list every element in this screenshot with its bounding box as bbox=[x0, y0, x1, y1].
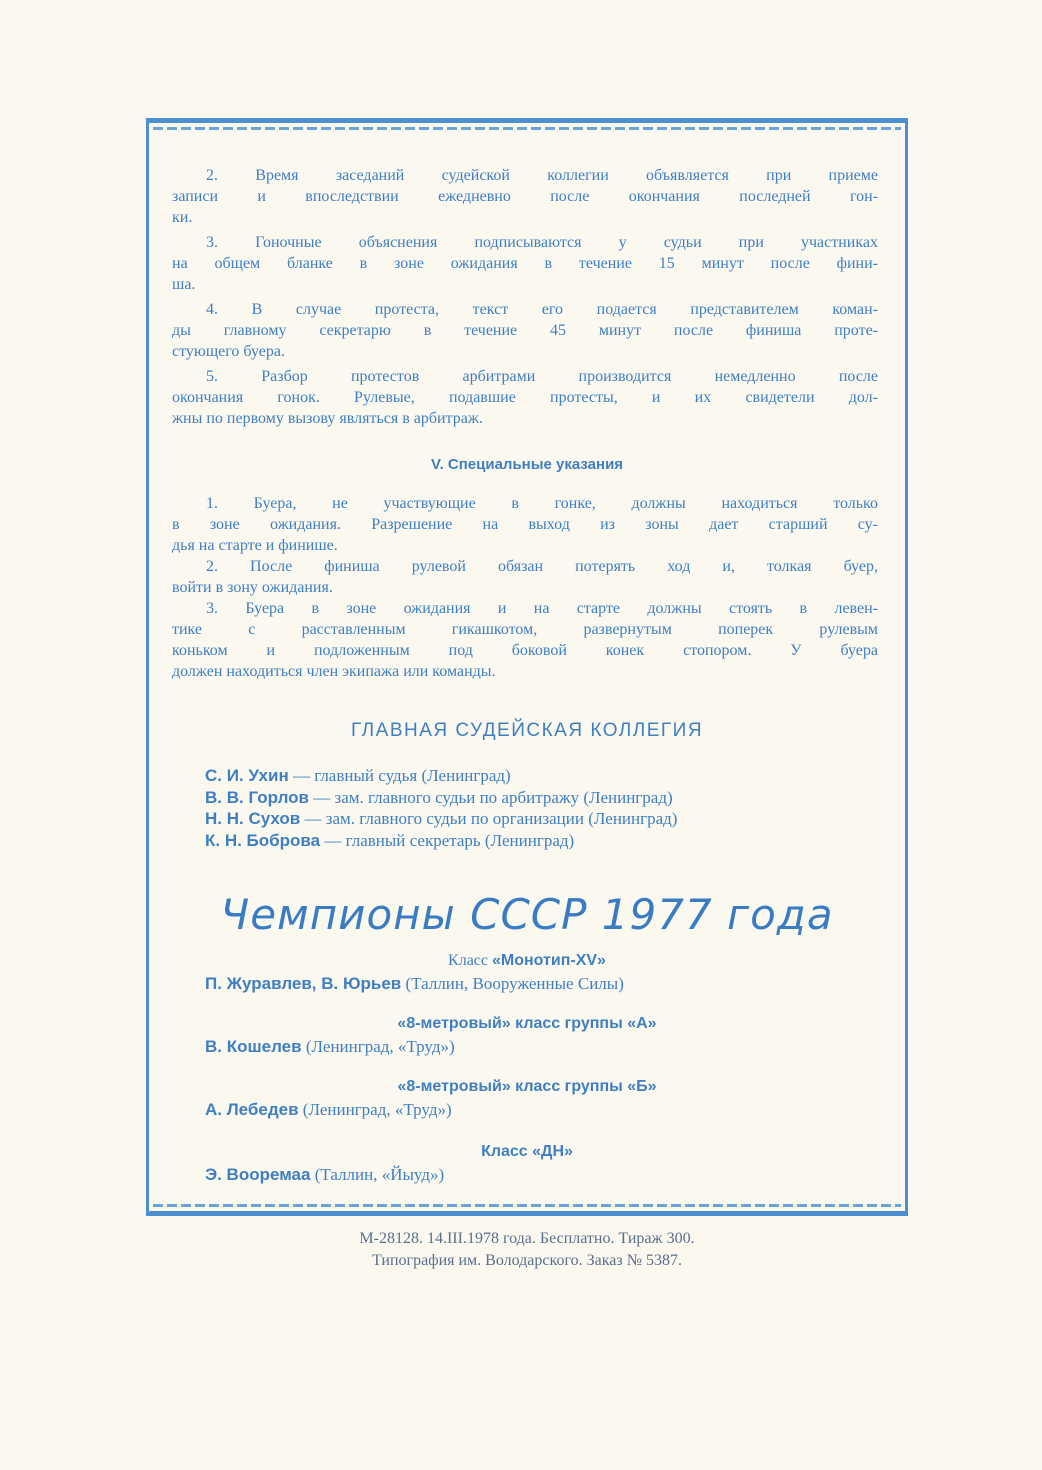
paragraph bbox=[172, 366, 878, 429]
paragraph bbox=[172, 299, 878, 362]
member-role: — зам. главного судьи по организации (Ленинград) bbox=[300, 809, 678, 828]
champions-title: Чемпионы СССР 1977 года bbox=[220, 890, 834, 939]
jury-list bbox=[205, 765, 677, 851]
imprint-line-2: Типография им. Володарского. Заказ № 5387. bbox=[372, 1252, 682, 1269]
section-v-text bbox=[172, 493, 878, 682]
text-line: дья на старте и финише. bbox=[172, 537, 338, 554]
class-name bbox=[146, 952, 908, 970]
text-line: на общем бланке в зоне ожидания в течение 15 минут после фини- bbox=[172, 255, 878, 272]
class-label: Класс «ДН» bbox=[481, 1143, 573, 1160]
text-line: 2. После финиша рулевой обязан потерять ход и, толкая буер, bbox=[206, 558, 878, 575]
jury-member bbox=[205, 787, 677, 809]
text-line: в зоне ожидания. Разрешение на выход из зоны дает старший су- bbox=[172, 516, 878, 533]
member-name: С. И. Ухин bbox=[205, 766, 289, 785]
winner-names: А. Лебедев bbox=[205, 1100, 299, 1119]
text-line: ки. bbox=[172, 209, 193, 226]
winner-names: П. Журавлев, В. Юрьев bbox=[205, 974, 402, 993]
text-line: 3. Гоночные объяснения подписываются у судьи при участниках bbox=[206, 234, 878, 251]
member-name: В. В. Горлов bbox=[205, 787, 309, 807]
text-line: 4. В случае протеста, текст его подается представителем коман- bbox=[206, 301, 878, 318]
text-line: окончания гонок. Рулевые, подавшие протесты, и их свидетели дол- bbox=[172, 389, 878, 406]
class-label: «Монотип-XV» bbox=[492, 952, 606, 969]
section-v-heading: V. Специальные указания bbox=[430, 456, 624, 473]
text-line: ша. bbox=[172, 276, 196, 293]
class-winner bbox=[205, 974, 624, 994]
member-role: — зам. главного судьи по арбитражу (Ленинград) bbox=[309, 787, 673, 807]
text-line: коньком и подложенным под боковой конек стопором. У буера bbox=[172, 642, 878, 659]
paragraph bbox=[172, 493, 878, 556]
text-line: 1. Буера, не участвующие в гонке, должны находиться только bbox=[206, 495, 878, 512]
winner-names: В. Кошелев bbox=[205, 1037, 302, 1056]
text-line: тике с расставленным гикашкотом, развернутым поперек рулевым bbox=[172, 621, 878, 638]
text-line: 3. Буера в зоне ожидания и на старте должны стоять в левен- bbox=[206, 600, 878, 617]
member-name: К. Н. Боброва bbox=[205, 830, 321, 850]
jury-member bbox=[205, 808, 677, 830]
text-line: ды главному секретарю в течение 45 минут после финиша проте- bbox=[172, 322, 878, 339]
class-winner bbox=[205, 1037, 455, 1057]
paragraph bbox=[172, 556, 878, 598]
member-role: — главный секретарь (Ленинград) bbox=[320, 830, 575, 850]
class-name bbox=[146, 1078, 908, 1096]
text-line: стующего буера. bbox=[172, 343, 285, 360]
class-name bbox=[146, 1143, 908, 1161]
class-label: «8-метровый» класс группы «Б» bbox=[397, 1078, 657, 1095]
member-role: — главный судья (Ленинград) bbox=[288, 766, 511, 785]
text-line: войти в зону ожидания. bbox=[172, 579, 333, 596]
jury-member bbox=[205, 765, 677, 787]
paragraph bbox=[172, 598, 878, 682]
paragraph bbox=[172, 165, 878, 228]
text-line: 5. Разбор протестов арбитрами производится немедленно после bbox=[206, 368, 878, 385]
member-name: Н. Н. Сухов bbox=[205, 809, 301, 828]
text-line: жны по первому вызову являться в арбитраж. bbox=[172, 410, 483, 427]
text-line: должен находиться член экипажа или команды. bbox=[172, 663, 496, 680]
paragraph bbox=[172, 232, 878, 295]
imprint-line-1: М-28128. 14.III.1978 года. Бесплатно. Тираж 300. bbox=[359, 1230, 695, 1247]
text-line: записи и впоследствии ежедневно после окончания последней гон- bbox=[172, 188, 878, 205]
class-prefix: Класс bbox=[448, 952, 492, 969]
class-winner bbox=[205, 1100, 452, 1120]
jury-member bbox=[205, 830, 677, 852]
jury-heading: ГЛАВНАЯ СУДЕЙСКАЯ КОЛЛЕГИЯ bbox=[350, 720, 704, 741]
imprint bbox=[146, 1228, 908, 1272]
class-name bbox=[146, 1015, 908, 1033]
class-label: «8-метровый» класс группы «А» bbox=[397, 1015, 657, 1032]
text-line: 2. Время заседаний судейской коллегии объявляется при приеме bbox=[206, 167, 878, 184]
winner-club: (Таллин, Вооруженные Силы) bbox=[401, 974, 624, 993]
winner-names: Э. Booремаа bbox=[205, 1165, 311, 1184]
winner-club: (Ленинград, «Труд») bbox=[298, 1100, 452, 1119]
section-iv-text bbox=[172, 165, 878, 429]
winner-club: (Таллин, «Йыуд») bbox=[310, 1165, 445, 1184]
winner-club: (Ленинград, «Труд») bbox=[301, 1037, 455, 1056]
class-winner bbox=[205, 1165, 444, 1185]
